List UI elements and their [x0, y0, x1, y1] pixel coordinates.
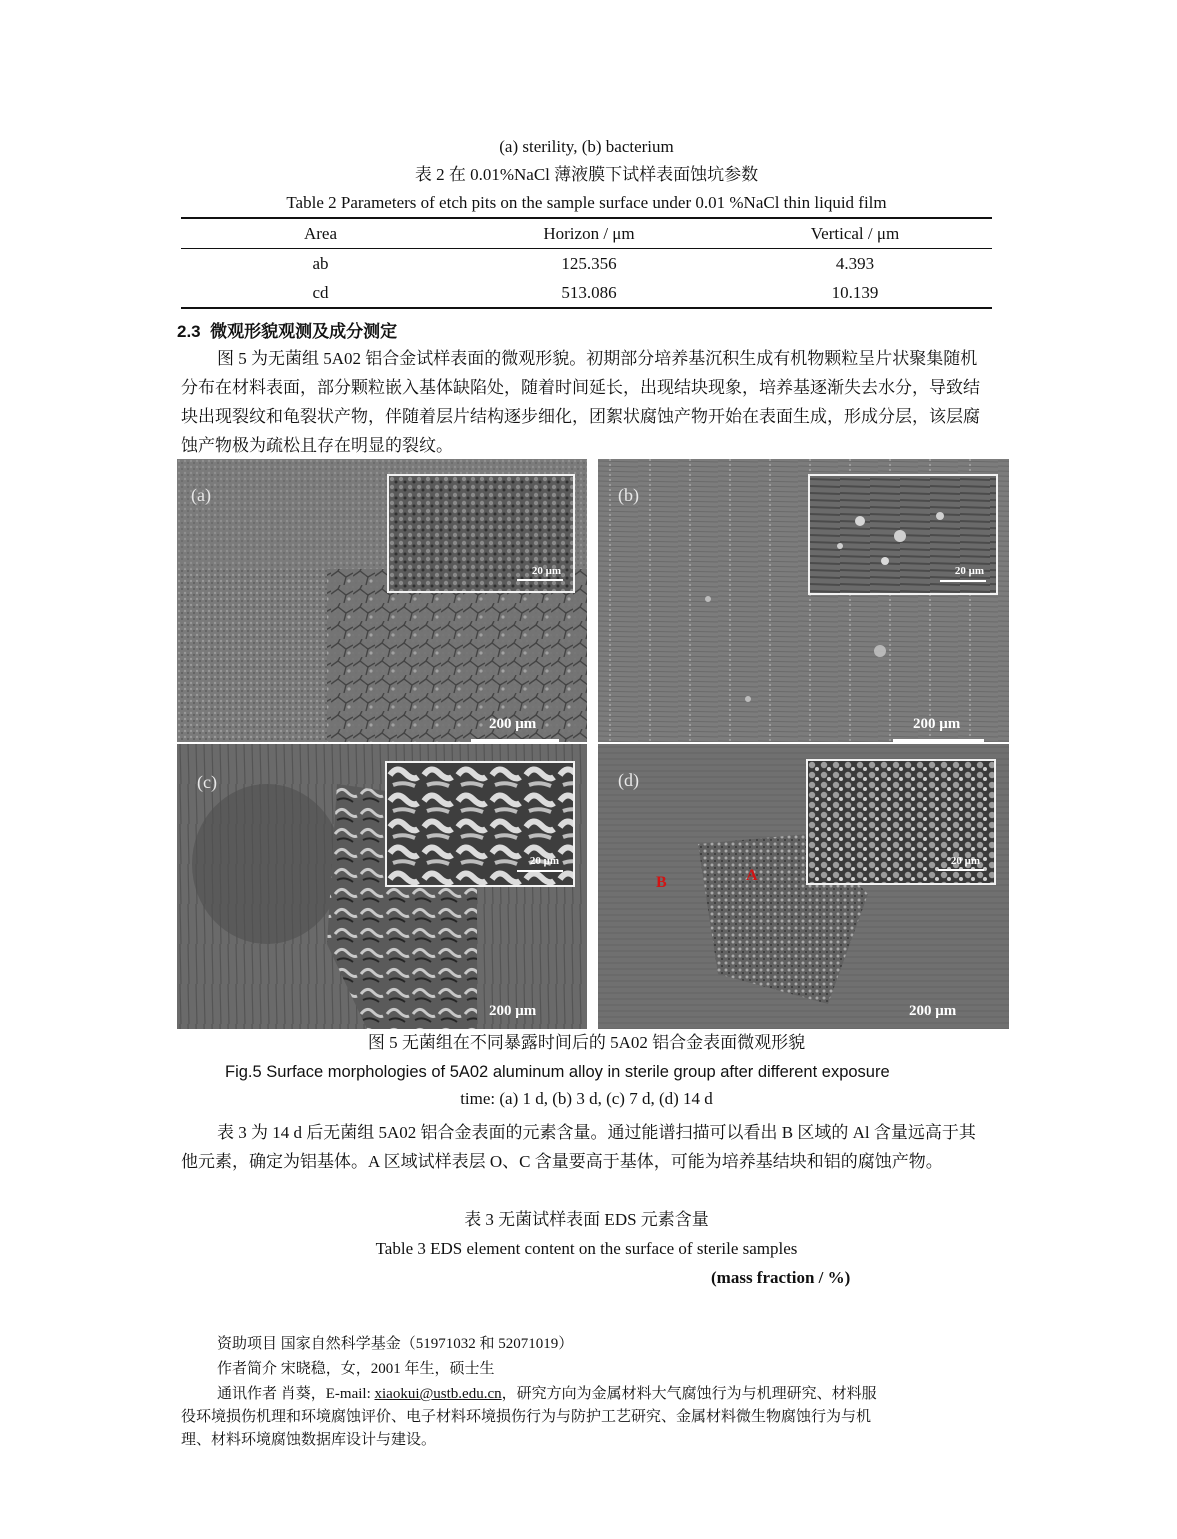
corr-email-link[interactable]: xiaokui@ustb.edu.cn [374, 1386, 502, 1402]
table2-header-area: Area [303, 223, 338, 243]
figure5-caption-en-line1: Fig.5 Surface morphologies of 5A02 aluminum alloy in sterile group after different exposure [225, 1063, 890, 1081]
table-row [181, 278, 992, 307]
panel-a-inset [387, 474, 575, 593]
table2-cell: 513.086 [561, 282, 617, 302]
figure5 [177, 459, 1009, 1029]
panel-c-inset-scale-bar [517, 870, 563, 872]
sem-panel-d [598, 744, 1009, 1029]
figure5-caption-en-line2: time: (a) 1 d, (b) 3 d, (c) 7 d, (d) 14 d [460, 1089, 713, 1108]
panel-d-scale-label: 200 μm [909, 1003, 957, 1019]
panel-d-inset [806, 759, 996, 885]
panel-c-inset-scale-label: 20 μm [529, 855, 559, 867]
footnote-corresponding-line2: 役环境损伤机理和环境腐蚀评价、电子材料环境损伤行为与防护工艺研究、金属材料微生物腐蚀行为与机 [181, 1409, 872, 1425]
sem-panel-a [177, 459, 587, 742]
sem-panel-c [177, 744, 587, 1029]
panel-d-label: (d) [618, 770, 639, 790]
sem-panel-b [598, 459, 1009, 742]
figure5-caption-cn: 图 5 无菌组在不同暴露时间后的 5A02 铝合金表面微观形貌 [367, 1033, 806, 1052]
previous-figure-caption: (a) sterility, (b) bacterium [499, 137, 674, 156]
table2 [181, 217, 992, 309]
table3-title-cn: 表 3 无菌试样表面 EDS 元素含量 [464, 1210, 709, 1229]
section-heading [177, 317, 397, 342]
region-a-marker: A [746, 867, 758, 884]
panel-c-label: (c) [197, 772, 217, 792]
footnote-corresponding-line3: 理、材料环境腐蚀数据库设计与建设。 [181, 1432, 437, 1448]
panel-a-scale-bar [471, 739, 559, 742]
footnote-corr-rest: ，研究方向为金属材料大气腐蚀行为与机理研究、材料服 [501, 1386, 877, 1402]
panel-c-scale-label: 200 μm [489, 1003, 537, 1019]
table2-cell: ab [312, 253, 329, 273]
panel-b-scale-label: 200 μm [913, 716, 961, 732]
table2-title-en: Table 2 Parameters of etch pits on the sample surface under 0.01 %NaCl thin liquid film [286, 193, 887, 212]
table2-title-cn: 表 2 在 0.01%NaCl 薄液膜下试样表面蚀坑参数 [414, 165, 759, 184]
table2-cell: cd [312, 282, 329, 302]
panel-c-inset [385, 761, 575, 887]
section-number: 2.3 [177, 322, 201, 341]
body-paragraph-2: 表 3 为 14 d 后无菌组 5A02 铝合金表面的元素含量。通过能谱扫描可以看出 B 区域的 Al 含量远高于其他元素，确定为铝基体。A 区域试样表层 O、C 含量要高于基体，可能为培养基结块和铝的腐蚀产物。 [181, 1123, 976, 1171]
panel-a-scale-label: 200 μm [489, 716, 537, 732]
footnote-corr-prefix: 通讯作者 肖葵，E-mail: [217, 1386, 375, 1402]
table-row [181, 249, 992, 278]
table3-title-en: Table 3 EDS element content on the surface of sterile samples [375, 1239, 798, 1258]
panel-a-label: (a) [191, 485, 211, 505]
table2-header-vertical: Vertical / μm [810, 223, 900, 243]
footnote-author: 作者简介 宋晓稳，女，2001 年生，硕士生 [217, 1361, 495, 1377]
table2-bottom-rule [181, 307, 992, 309]
panel-d-inset-scale-bar [938, 869, 984, 871]
table3-unit: (mass fraction / %) [711, 1268, 851, 1287]
panel-b-scale-bar [893, 739, 984, 742]
footnote-corresponding-line1 [217, 1384, 877, 1405]
panel-b-label: (b) [618, 485, 639, 505]
body-paragraph-1: 图 5 为无菌组 5A02 铝合金试样表面的微观形貌。初期部分培养基沉积生成有机物颗粒呈片状聚集随机分布在材料表面，部分颗粒嵌入基体缺陷处，随着时间延长，出现结块现象，培养基逐渐失去水分，导致结块出现裂纹和龟裂状产物，伴随着层片结构逐步细化，团絮状腐蚀产物开始在表面生成，形成分层，该层腐蚀产物极为疏松且存在明显的裂纹。 [181, 349, 980, 455]
section-title: 微观形貌观测及成分测定 [210, 322, 398, 341]
panel-a-inset-scale-label: 20 μm [531, 565, 561, 577]
panel-d-inset-scale-label: 20 μm [950, 855, 980, 867]
table2-cell: 125.356 [561, 253, 617, 273]
region-b-marker: B [656, 874, 667, 891]
panel-b-inset [808, 474, 998, 595]
panel-a-inset-scale-bar [517, 579, 563, 581]
table2-cell: 10.139 [831, 282, 879, 302]
table2-header-row [181, 219, 992, 248]
panel-b-inset-scale-label: 20 μm [954, 565, 984, 577]
table2-header-horizon: Horizon / μm [543, 223, 635, 243]
panel-b-inset-scale-bar [940, 580, 986, 582]
table2-cell: 4.393 [835, 253, 875, 273]
footnote-funding: 资助项目 国家自然科学基金（51971032 和 52071019） [217, 1336, 574, 1352]
